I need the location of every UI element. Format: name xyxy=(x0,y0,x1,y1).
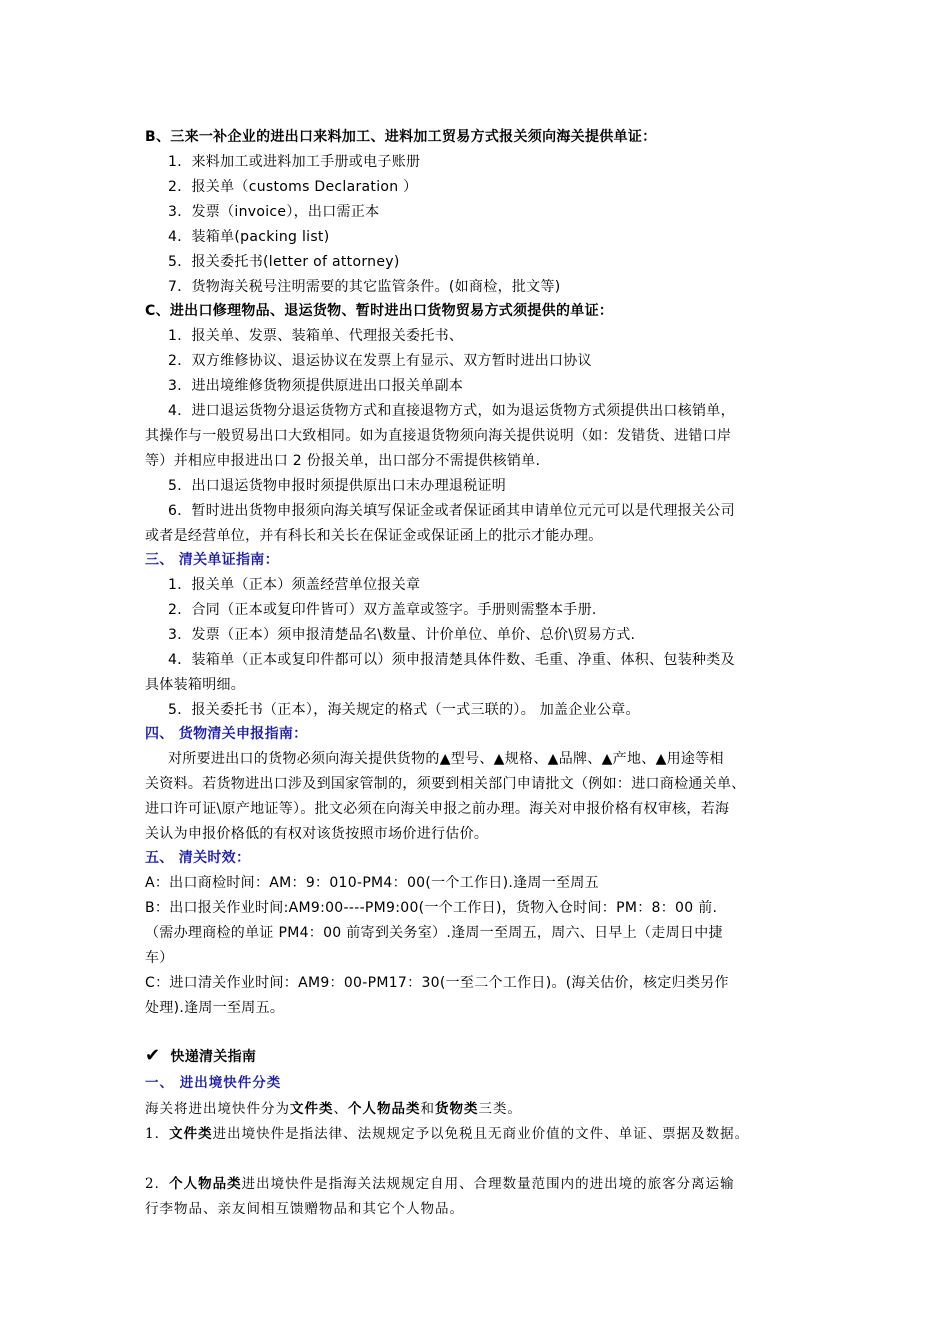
section-5-line: A：出口商检时间：AM：9：010-PM4：00(一个工作日).逢周一至周五 xyxy=(145,875,599,891)
section-c-line: 6．暂时进出货物申报须向海关填写保证金或者保证函其申请单位元元可以是代理报关公司 xyxy=(168,503,735,519)
section-5-line: 车） xyxy=(145,950,174,966)
section-5-line: 处理).逢周一至周五。 xyxy=(145,1000,285,1016)
express-title-row xyxy=(145,1046,256,1067)
section-5-line: （需办理商检的单证 PM4：00 前寄到关务室）.逢周一至周五，周六、日早上（走周日中捷 xyxy=(145,925,723,941)
section-b-item: 7．货物海关税号注明需要的其它监管条件。(如商检，批文等) xyxy=(168,279,561,295)
section-c-line: 等）并相应申报进出口 2 份报关单，出口部分不需提供核销单. xyxy=(145,453,541,469)
section-b-item: 3．发票（invoice），出口需正本 xyxy=(168,204,380,220)
section-4-line: 对所要进出口的货物必须向海关提供货物的▲型号、▲规格、▲品牌、▲产地、▲用途等相 xyxy=(168,751,724,767)
section-5-line: C：进口清关作业时间：AM9：00-PM17：30(一至二个工作日)。(海关估价，核定归类另作 xyxy=(145,975,729,991)
section-c-line: 或者是经营单位，并有科长和关长在保证金或保证函上的批示才能办理。 xyxy=(145,528,603,544)
express-item-2: 2．个人物品类进出境快件是指海关法规规定自用、合理数量范围内的进出境的旅客分离运输 xyxy=(145,1176,735,1192)
section-b-item: 2．报关单（customs Declaration ） xyxy=(168,179,418,195)
section-3-line: 具体装箱明细。 xyxy=(145,677,246,693)
section-4-line: 关认为申报价格低的有权对该货按照市场价进行估价。 xyxy=(145,826,489,842)
section-3-heading: 三、 清关单证指南： xyxy=(145,552,279,568)
section-b-item: 1．来料加工或进料加工手册或电子账册 xyxy=(168,154,421,170)
section-b-heading: B、三来一补企业的进出口来料加工、进料加工贸易方式报关须向海关提供单证： xyxy=(145,129,657,145)
section-4-heading: 四、 货物清关申报指南： xyxy=(145,726,308,742)
section-3-line: 1．报关单（正本）须盖经营单位报关章 xyxy=(168,577,421,593)
section-3-line: 3．发票（正本）须申报清楚品名\数量、计价单位、单价、总价\贸易方式. xyxy=(168,627,636,643)
section-3-line: 4．装箱单（正本或复印件都可以）须申报清楚具体件数、毛重、净重、体积、包装种类及 xyxy=(168,652,735,668)
section-c-line: 4．进口退运货物分退运货物方式和直接退物方式，如为退运货物方式须提供出口核销单， xyxy=(168,403,735,419)
express-title: 快递清关指南 xyxy=(170,1049,257,1065)
section-b-item: 5．报关委托书(letter of attorney) xyxy=(168,254,400,270)
checkmark-icon: ✔ xyxy=(145,1045,161,1066)
section-c-heading: C、进出口修理物品、退运货物、暂时进出口货物贸易方式须提供的单证： xyxy=(145,303,614,319)
section-4-line: 关资料。若货物进出口涉及到国家管制的，须要到相关部门申请批文（例如：进口商检通关单、 xyxy=(145,776,746,792)
section-5-line: B：出口报关作业时间:AM9:00----PM9:00(一个工作日)，货物入仓时间：PM：8：00 前. xyxy=(145,900,718,916)
section-c-line: 1．报关单、发票、装箱单、代理报关委托书、 xyxy=(168,328,464,344)
section-c-line: 其操作与一般贸易出口大致相同。如为直接退货物须向海关提供说明（如：发错货、进错口岸 xyxy=(145,428,732,444)
section-3-line: 2．合同（正本或复印件皆可）双方盖章或签字。手册则需整本手册. xyxy=(168,602,597,618)
section-4-line: 进口许可证\原产地证等）。批文必须在向海关申报之前办理。海关对申报价格有权审核，若海 xyxy=(145,801,730,817)
section-b-item: 4．装箱单(packing list) xyxy=(168,229,330,245)
express-item-1: 1．文件类进出境快件是指法律、法规规定予以免税且无商业价值的文件、单证、票据及数据。 xyxy=(145,1126,750,1142)
express-sub-heading: 一、 进出境快件分类 xyxy=(145,1075,282,1091)
section-5-heading: 五、 清关时效： xyxy=(145,850,251,866)
section-c-line: 3．进出境维修货物须提供原进出口报关单副本 xyxy=(168,378,464,394)
express-intro: 海关将进出境快件分为文件类、个人物品类和货物类三类。 xyxy=(145,1101,522,1117)
section-c-line: 5．出口退运货物申报时须提供原出口末办理退税证明 xyxy=(168,478,507,494)
section-3-line: 5．报关委托书（正本），海关规定的格式（一式三联的）。 加盖企业公章。 xyxy=(168,702,640,718)
section-c-line: 2．双方维修协议、退运协议在发票上有显示、双方暂时进出口协议 xyxy=(168,353,592,369)
express-item-2-cont: 行李物品、亲友间相互馈赠物品和其它个人物品。 xyxy=(145,1201,464,1217)
